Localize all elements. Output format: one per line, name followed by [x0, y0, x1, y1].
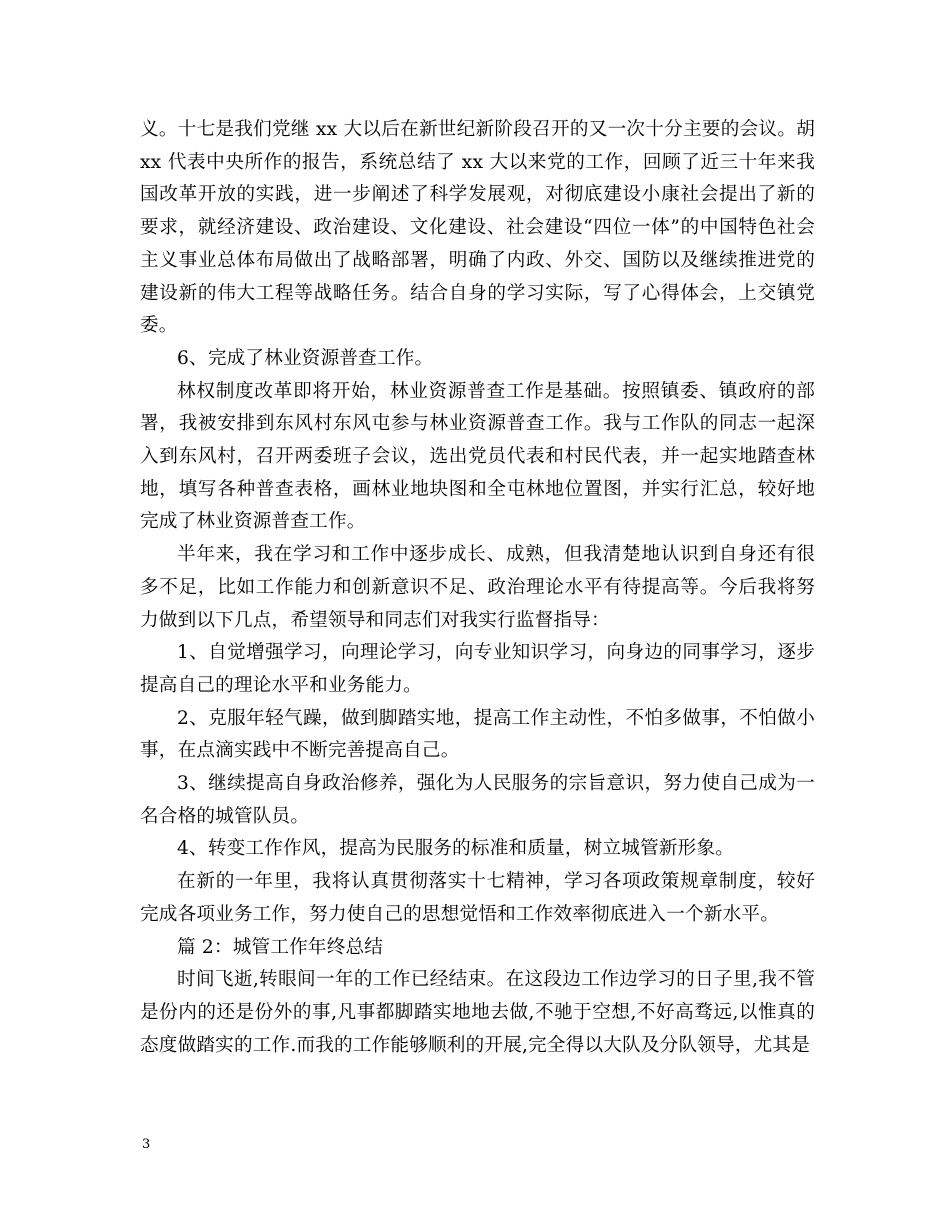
paragraph-forestry-survey: 林权制度改革即将开始，林业资源普查工作是基础。按照镇委、镇政府的部署，我被安排到东风村东风屯参与林业资源普查工作。我与工作队的同志一起深入到东风村，召开两委班子会议，选出党员代表和村民代表，并一起实地踏查林地，填写各种普查表格，画林业地块图和全屯林地位置图，并实行汇总，较好地完成了林业资源普查工作。: [140, 380, 815, 533]
paragraph-self-assessment: 半年来，我在学习和工作中逐步成长、成熟，但我清楚地认识到自身还有很多不足，比如工作能力和创新意识不足、政治理论水平有待提高等。今后我将努力做到以下几点，希望领导和同志们对我实行监督指导：: [140, 544, 815, 631]
list-item-3: 3、继续提高自身政治修养，强化为人民服务的宗旨意识，努力使自己成为一名合格的城管队员。: [140, 773, 815, 827]
section-heading-forestry: 6、完成了林业资源普查工作。: [177, 347, 434, 369]
paragraph-continuation: 义。十七是我们党继 xx 大以后在新世纪新阶段召开的又一次十分主要的会议。胡 xx 代表中央所作的报告，系统总结了 xx 大以来党的工作，回顾了近三十年来我国改革开放的实践，进一步阐述了科学发展观，对彻底建设小康社会提出了新的要求，就经济建设、政治建设、文化建设、社会建设“四位一体”的中国特色社会主义事业总体布局做出了战略部署，明确了内政、外交、国防以及继续推进党的建设新的伟大工程等战略任务。结合自身的学习实际，写了心得体会，上交镇党委。: [140, 119, 815, 337]
page-number: 3: [142, 1137, 151, 1152]
article-2-title: 篇 2：城管工作年终总结: [177, 936, 384, 958]
document-body: [140, 114, 815, 1062]
list-item-1: 1、自觉增强学习，向理论学习，向专业知识学习，向身边的同事学习，逐步提高自己的理论水平和业务能力。: [140, 642, 815, 696]
paragraph-new-year: 在新的一年里，我将认真贯彻落实十七精神，学习各项政策规章制度，较好完成各项业务工作，努力使自己的思想觉悟和工作效率彻底进入一个新水平。: [140, 871, 815, 925]
list-item-4: 4、转变工作作风，提高为民服务的标准和质量，树立城管新形象。: [177, 838, 735, 860]
paragraph-article-2-intro: 时间飞逝,转眼间一年的工作已经结束。在这段边工作边学习的日子里,我不管是份内的还是份外的事,凡事都脚踏实地地去做,不驰于空想,不好高骛远,以惟真的态度做踏实的工作.而我的工作能够顺利的开展,完全得以大队及分队领导，尤其是: [140, 969, 815, 1056]
list-item-2: 2、克服年轻气躁，做到脚踏实地，提高工作主动性，不怕多做事，不怕做小事，在点滴实践中不断完善提高自己。: [140, 707, 815, 762]
